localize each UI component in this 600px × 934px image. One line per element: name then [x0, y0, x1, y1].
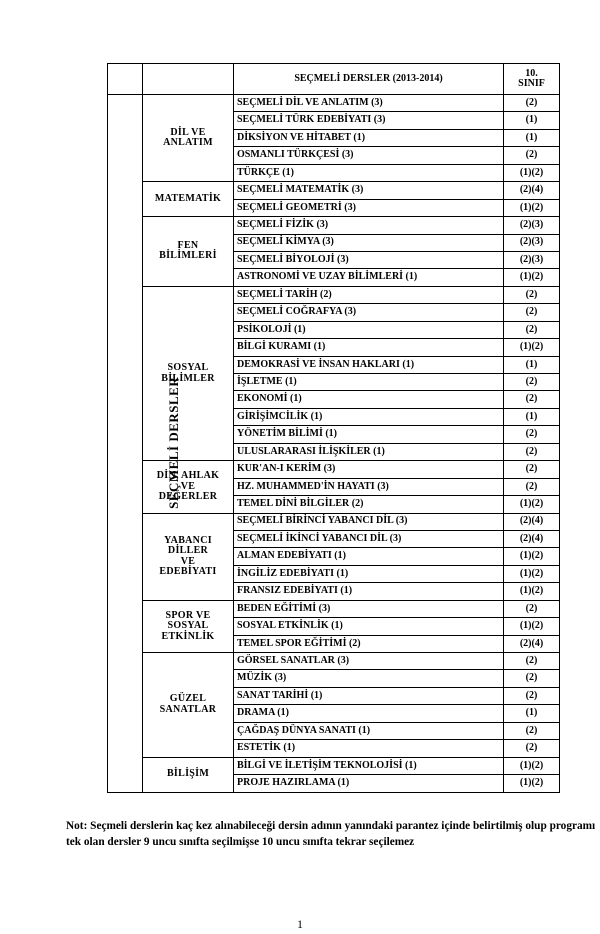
- course-row: [108, 95, 560, 112]
- grade-value: (2): [504, 443, 560, 460]
- header-empty-cell: [143, 64, 234, 95]
- grade-value: (2): [504, 426, 560, 443]
- course-row: [108, 757, 560, 774]
- course-name: ÇAĞDAŞ DÜNYA SANATI (1): [234, 722, 504, 739]
- grade-value: (1)(2): [504, 269, 560, 286]
- grade-value: (2): [504, 600, 560, 617]
- grade-value: (2): [504, 321, 560, 338]
- grade-value: (2)(3): [504, 234, 560, 251]
- grade-value: (1): [504, 112, 560, 129]
- course-name: SANAT TARİHİ (1): [234, 687, 504, 704]
- category-label: DİL VE ANLATIM: [143, 95, 234, 182]
- course-name: KUR'AN-I KERİM (3): [234, 461, 504, 478]
- course-name: ASTRONOMİ VE UZAY BİLİMLERİ (1): [234, 269, 504, 286]
- course-name: DEMOKRASİ VE İNSAN HAKLARI (1): [234, 356, 504, 373]
- course-row: [108, 182, 560, 199]
- grade-value: (1)(2): [504, 583, 560, 600]
- course-name: GİRİŞİMCİLİK (1): [234, 408, 504, 425]
- grade-value: (1)(2): [504, 496, 560, 513]
- course-row: [108, 653, 560, 670]
- category-label: YABANCI DİLLER VE EDEBİYATI: [143, 513, 234, 600]
- footnote: Not: Seçmeli derslerin kaç kez alınabileceği dersin adının yanındaki parantez içinde belirtilmiş olup programı tek olan dersler 9 uncu sınıfta seçilmişse 10 uncu sınıfta tekrar seçilemez: [66, 820, 596, 848]
- category-label: SPOR VE SOSYAL ETKİNLİK: [143, 600, 234, 652]
- course-row: [108, 513, 560, 530]
- course-name: SEÇMELİ BİRİNCİ YABANCI DİL (3): [234, 513, 504, 530]
- grade-value: (2): [504, 740, 560, 757]
- course-name: SEÇMELİ TÜRK EDEBİYATI (3): [234, 112, 504, 129]
- grade-value: (2): [504, 304, 560, 321]
- category-label: SOSYAL BİLİMLER: [143, 286, 234, 460]
- elective-courses-table: [107, 63, 560, 793]
- course-name: ULUSLARARASI İLİŞKİLER (1): [234, 443, 504, 460]
- grade-value: (1)(2): [504, 757, 560, 774]
- header-corner-cell: [108, 64, 143, 95]
- course-row: [108, 286, 560, 303]
- course-name: TÜRKÇE (1): [234, 164, 504, 181]
- grade-value: (2)(3): [504, 217, 560, 234]
- grade-value: (1)(2): [504, 548, 560, 565]
- course-name: EKONOMİ (1): [234, 391, 504, 408]
- grade-value: (2)(4): [504, 530, 560, 547]
- course-name: OSMANLI TÜRKÇESİ (3): [234, 147, 504, 164]
- grade-header: 10. SINIF: [504, 64, 560, 95]
- course-name: SEÇMELİ BİYOLOJİ (3): [234, 251, 504, 268]
- grade-value: (2): [504, 391, 560, 408]
- course-name: GÖRSEL SANATLAR (3): [234, 653, 504, 670]
- course-name: SEÇMELİ COĞRAFYA (3): [234, 304, 504, 321]
- course-name: HZ. MUHAMMED'İN HAYATI (3): [234, 478, 504, 495]
- category-label: GÜZEL SANATLAR: [143, 653, 234, 758]
- grade-value: (1)(2): [504, 775, 560, 792]
- grade-value: (2): [504, 95, 560, 112]
- page-number: 1: [297, 917, 303, 931]
- course-name: SEÇMELİ DİL VE ANLATIM (3): [234, 95, 504, 112]
- grade-value: (2): [504, 147, 560, 164]
- course-name: BİLGİ VE İLETİŞİM TEKNOLOJİSİ (1): [234, 757, 504, 774]
- course-name: ALMAN EDEBİYATI (1): [234, 548, 504, 565]
- grade-value: (2)(4): [504, 182, 560, 199]
- grade-value: (2): [504, 478, 560, 495]
- table-title: SEÇMELİ DERSLER (2013-2014): [234, 64, 504, 95]
- course-name: DRAMA (1): [234, 705, 504, 722]
- category-label: BİLİŞİM: [143, 757, 234, 792]
- course-row: [108, 600, 560, 617]
- course-name: SEÇMELİ KİMYA (3): [234, 234, 504, 251]
- grade-value: (2): [504, 461, 560, 478]
- grade-value: (1)(2): [504, 164, 560, 181]
- course-row: [108, 217, 560, 234]
- sidebar-label: SEÇMELİ DERSLER: [166, 376, 182, 509]
- grade-value: (2): [504, 653, 560, 670]
- course-name: SEÇMELİ FİZİK (3): [234, 217, 504, 234]
- grade-value: (1): [504, 705, 560, 722]
- category-label: FEN BİLİMLERİ: [143, 217, 234, 287]
- course-name: MÜZİK (3): [234, 670, 504, 687]
- course-name: İŞLETME (1): [234, 374, 504, 391]
- course-name: ESTETİK (1): [234, 740, 504, 757]
- course-name: SEÇMELİ TARİH (2): [234, 286, 504, 303]
- category-label: DİN, AHLAK VE DEĞERLER: [143, 461, 234, 513]
- grade-value: (2)(4): [504, 635, 560, 652]
- course-name: TEMEL DİNİ BİLGİLER (2): [234, 496, 504, 513]
- grade-value: (1): [504, 356, 560, 373]
- course-name: SEÇMELİ GEOMETRİ (3): [234, 199, 504, 216]
- sidebar-label-cell: [108, 95, 182, 793]
- grade-value: (2): [504, 374, 560, 391]
- course-name: DİKSİYON VE HİTABET (1): [234, 129, 504, 146]
- table-header-row: [108, 64, 560, 95]
- grade-value: (1): [504, 129, 560, 146]
- grade-value: (1)(2): [504, 618, 560, 635]
- course-name: SOSYAL ETKİNLİK (1): [234, 618, 504, 635]
- course-name: YÖNETİM BİLİMİ (1): [234, 426, 504, 443]
- grade-value: (2)(3): [504, 251, 560, 268]
- grade-value: (1)(2): [504, 565, 560, 582]
- grade-value: (1)(2): [504, 339, 560, 356]
- grade-value: (2): [504, 722, 560, 739]
- course-name: SEÇMELİ İKİNCİ YABANCI DİL (3): [234, 530, 504, 547]
- course-name: İNGİLİZ EDEBİYATI (1): [234, 565, 504, 582]
- grade-value: (2): [504, 286, 560, 303]
- course-name: SEÇMELİ MATEMATİK (3): [234, 182, 504, 199]
- course-name: PSİKOLOJİ (1): [234, 321, 504, 338]
- grade-value: (1)(2): [504, 199, 560, 216]
- grade-value: (2): [504, 687, 560, 704]
- course-name: PROJE HAZIRLAMA (1): [234, 775, 504, 792]
- course-name: TEMEL SPOR EĞİTİMİ (2): [234, 635, 504, 652]
- grade-value: (2): [504, 670, 560, 687]
- grade-value: (1): [504, 408, 560, 425]
- category-label: MATEMATİK: [143, 182, 234, 217]
- course-name: FRANSIZ EDEBİYATI (1): [234, 583, 504, 600]
- course-name: BİLGİ KURAMI (1): [234, 339, 504, 356]
- course-name: BEDEN EĞİTİMİ (3): [234, 600, 504, 617]
- grade-value: (2)(4): [504, 513, 560, 530]
